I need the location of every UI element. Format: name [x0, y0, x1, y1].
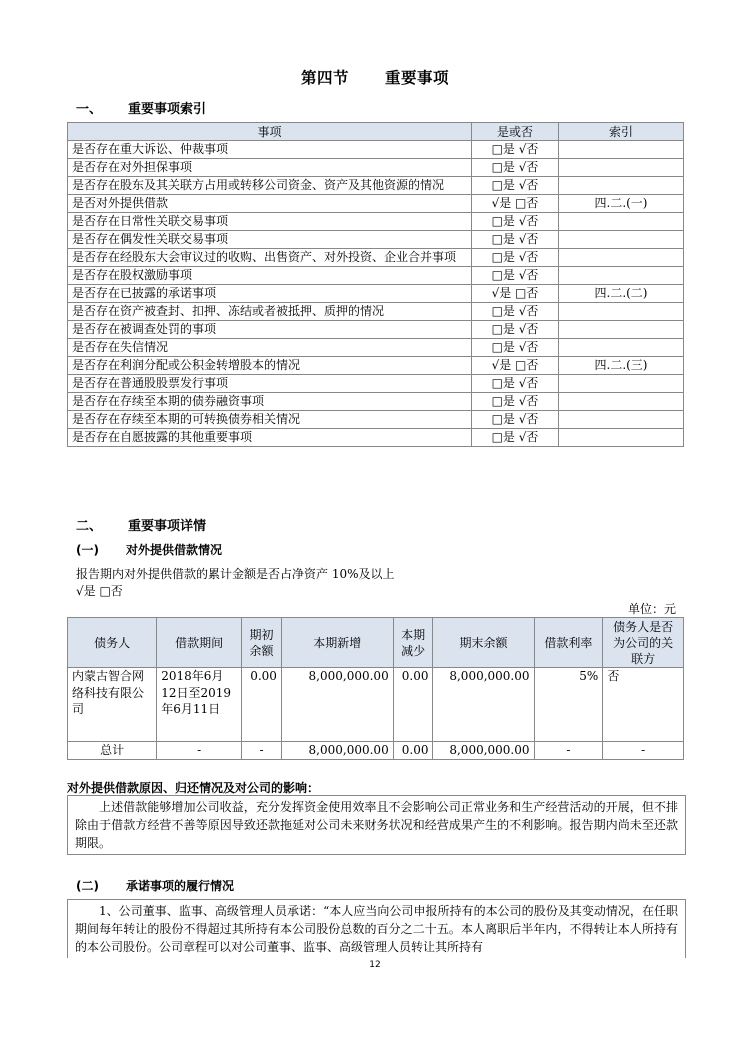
sub2-title: 承诺事项的履行情况 [126, 879, 235, 893]
unit-label: 单位：元 [627, 602, 676, 616]
total-added: 8,000,000.00 [281, 742, 393, 760]
loan-header-debtor: 债务人 [68, 618, 157, 668]
index-cell-yesno: □是 √否 [472, 339, 559, 357]
index-cell-yesno: □是 √否 [472, 429, 559, 447]
index-cell-yesno: □是 √否 [472, 177, 559, 195]
index-cell-yesno: □是 √否 [472, 231, 559, 249]
loan-header-related: 债务人是否为公司的关联方 [603, 618, 684, 668]
loan-answer: √是 □否 [76, 584, 123, 598]
index-cell-item: 是否存在资产被查封、扣押、冻结或者被抵押、质押的情况 [68, 303, 472, 321]
section2-number: 二、 [76, 519, 103, 534]
loan-added: 8,000,000.00 [281, 668, 393, 742]
table-row [68, 231, 684, 249]
index-cell-item: 是否存在经股东大会审议过的收购、出售资产、对外投资、企业合并事项 [68, 249, 472, 267]
index-cell-index [559, 159, 684, 177]
loan-rate: 5% [534, 668, 603, 742]
index-cell-yesno: □是 √否 [472, 141, 559, 159]
total-period: - [157, 742, 242, 760]
index-cell-index [559, 393, 684, 411]
table-row [68, 285, 684, 303]
sub1-title: 对外提供借款情况 [126, 543, 223, 557]
total-label: 总计 [68, 742, 157, 760]
index-cell-item: 是否存在被调查处罚的事项 [68, 321, 472, 339]
section1-heading [76, 98, 206, 117]
page-title [0, 66, 750, 88]
table-row [68, 195, 684, 213]
index-header-index: 索引 [559, 123, 684, 141]
loan-header-added: 本期新增 [281, 618, 393, 668]
index-cell-item: 是否存在日常性关联交易事项 [68, 213, 472, 231]
index-cell-index [559, 321, 684, 339]
loan-reason-title: 对外提供借款原因、归还情况及对公司的影响： [67, 781, 320, 795]
section1-title: 重要事项索引 [128, 102, 207, 117]
loan-related: 否 [603, 668, 684, 742]
loan-reduced: 0.00 [393, 668, 433, 742]
table-row [68, 668, 684, 742]
loan-header-opening: 期初余额 [242, 618, 282, 668]
index-table [67, 122, 684, 447]
index-cell-index [559, 303, 684, 321]
table-row [68, 249, 684, 267]
page-number: 12 [369, 960, 381, 970]
total-related: - [603, 742, 684, 760]
table-row [68, 742, 684, 760]
table-row [68, 303, 684, 321]
table-row [68, 429, 684, 447]
index-cell-index [559, 213, 684, 231]
index-cell-index [559, 249, 684, 267]
index-cell-index [559, 141, 684, 159]
commitment-text: 1、公司董事、监事、高级管理人员承诺：“本人应当向公司申报所持有的本公司的股份及其变动情况，在任职期间每年转让的股份不得超过其所持有本公司股份总数的百分之二十五。本人离职后半年内，不得转让本人所持有的本公司股份。公司章程可以对公司董事、监事、高级管理人员转让其所持有 [75, 904, 678, 954]
table-row [68, 357, 684, 375]
index-cell-index: 四.二.(三) [559, 357, 684, 375]
table-row [68, 177, 684, 195]
index-cell-yesno: □是 √否 [472, 411, 559, 429]
index-cell-yesno: □是 √否 [472, 249, 559, 267]
index-cell-yesno: □是 √否 [472, 267, 559, 285]
loan-header-period: 借款期间 [157, 618, 242, 668]
loan-reason-text: 上述借款能够增加公司收益，充分发挥资金使用效率且不会影响公司正常业务和生产经营活动的开展，但不排除由于借款方经营不善等原因导致还款拖延对公司未来财务状况和经营成果产生的不利影响。报告期内尚未至还款期限。 [75, 800, 678, 850]
loan-question: 报告期内对外提供借款的累计金额是否占净资产 10%及以上 [76, 567, 395, 581]
index-table-body [68, 141, 684, 447]
loan-opening: 0.00 [242, 668, 282, 742]
loan-header-reduced: 本期减少 [393, 618, 433, 668]
table-row [68, 267, 684, 285]
index-cell-yesno: □是 √否 [472, 393, 559, 411]
table-row [68, 411, 684, 429]
index-header-item: 事项 [68, 123, 472, 141]
table-row [68, 141, 684, 159]
total-rate: - [534, 742, 603, 760]
table-row [68, 321, 684, 339]
index-cell-item: 是否对外提供借款 [68, 195, 472, 213]
index-cell-yesno: □是 √否 [472, 321, 559, 339]
index-cell-item: 是否存在存续至本期的可转换债券相关情况 [68, 411, 472, 429]
index-cell-yesno: □是 √否 [472, 303, 559, 321]
loan-period: 2018年6月12日至2019年6月11日 [157, 668, 242, 742]
section2-heading [76, 515, 206, 534]
index-cell-index [559, 429, 684, 447]
index-cell-item: 是否存在股权激励事项 [68, 267, 472, 285]
table-row [68, 339, 684, 357]
index-cell-item: 是否存在股东及其关联方占用或转移公司资金、资产及其他资源的情况 [68, 177, 472, 195]
index-cell-index: 四.二.(一) [559, 195, 684, 213]
loan-reason-box [67, 795, 686, 855]
loan-header-closing: 期末余额 [433, 618, 534, 668]
index-cell-index [559, 339, 684, 357]
section2-title: 重要事项详情 [128, 519, 207, 534]
index-cell-item: 是否存在已披露的承诺事项 [68, 285, 472, 303]
table-row [68, 393, 684, 411]
index-cell-yesno: □是 √否 [472, 213, 559, 231]
index-cell-index [559, 375, 684, 393]
index-cell-index: 四.二.(二) [559, 285, 684, 303]
loan-header-rate: 借款利率 [534, 618, 603, 668]
index-header-yesno: 是或否 [472, 123, 559, 141]
index-cell-index [559, 411, 684, 429]
index-cell-yesno: √是 □否 [472, 195, 559, 213]
index-cell-item: 是否存在利润分配或公积金转增股本的情况 [68, 357, 472, 375]
total-opening: - [242, 742, 282, 760]
loan-table [67, 617, 684, 760]
index-cell-item: 是否存在失信情况 [68, 339, 472, 357]
total-closing: 8,000,000.00 [433, 742, 534, 760]
sub1-heading [76, 541, 222, 558]
table-row [68, 375, 684, 393]
sub2-number: (二) [76, 879, 99, 893]
index-cell-item: 是否存在偶发性关联交易事项 [68, 231, 472, 249]
commitment-box [67, 899, 686, 958]
index-cell-item: 是否存在对外担保事项 [68, 159, 472, 177]
index-cell-index [559, 267, 684, 285]
index-cell-item: 是否存在存续至本期的债券融资事项 [68, 393, 472, 411]
table-row [68, 213, 684, 231]
loan-debtor: 内蒙古智合网络科技有限公司 [68, 668, 157, 742]
title-part2: 重要事项 [385, 69, 450, 87]
sub2-heading [76, 877, 234, 894]
index-cell-item: 是否存在重大诉讼、仲裁事项 [68, 141, 472, 159]
index-cell-index [559, 177, 684, 195]
index-cell-yesno: □是 √否 [472, 375, 559, 393]
sub1-number: (一) [76, 543, 99, 557]
title-part1: 第四节 [300, 69, 349, 87]
index-cell-item: 是否存在普通股股票发行事项 [68, 375, 472, 393]
section1-number: 一、 [76, 102, 103, 117]
total-reduced: 0.00 [393, 742, 433, 760]
loan-closing: 8,000,000.00 [433, 668, 534, 742]
table-row [68, 159, 684, 177]
index-cell-yesno: √是 □否 [472, 357, 559, 375]
index-cell-yesno: √是 □否 [472, 285, 559, 303]
index-cell-item: 是否存在自愿披露的其他重要事项 [68, 429, 472, 447]
index-cell-yesno: □是 √否 [472, 159, 559, 177]
index-cell-index [559, 231, 684, 249]
